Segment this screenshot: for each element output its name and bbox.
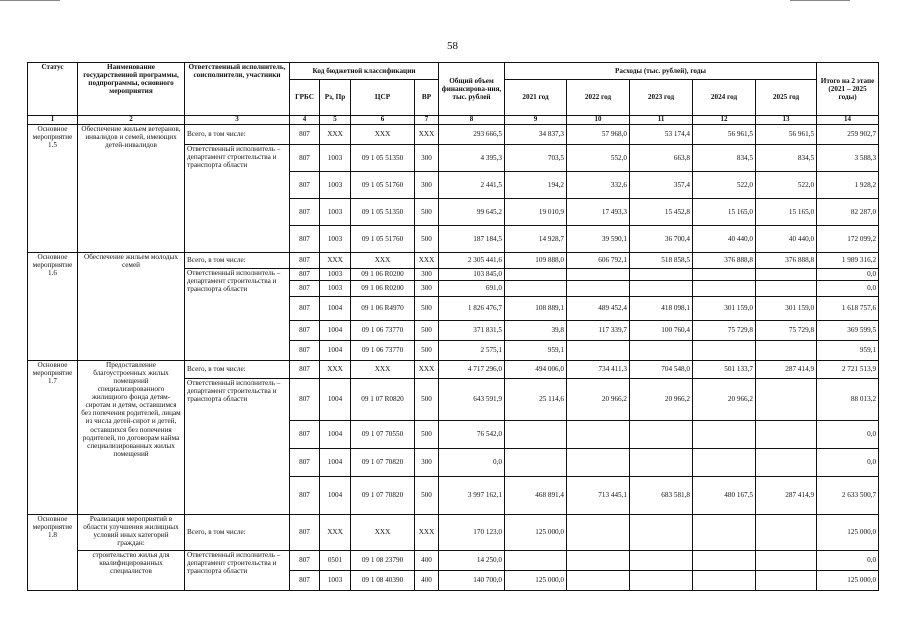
cell-total: 3 997 162,1	[439, 477, 505, 515]
cell-rzpr: XXX	[320, 125, 351, 145]
cell-stage: 2 721 513,9	[817, 361, 879, 379]
cell-y2022: 734 411,3	[567, 361, 630, 379]
cell-y2025	[756, 379, 817, 421]
cell-stage: 125 000,0	[817, 571, 879, 591]
cell-csr: 09 1 07 70820	[351, 449, 415, 477]
cell-rzpr: XXX	[320, 361, 351, 379]
header-budget-code: Код бюджетной классификации	[290, 63, 439, 80]
cell-total: 371 831,5	[439, 321, 505, 341]
cell-rzpr: 1004	[320, 421, 351, 449]
cell-grbs: 807	[290, 341, 320, 361]
row-status: Основное мероприятие 1.5	[28, 125, 78, 253]
cell-y2021: 194,2	[505, 172, 567, 199]
cell-csr: XXX	[351, 361, 415, 379]
cell-csr: 09 1 06 73770	[351, 341, 415, 361]
cell-csr: 09 1 05 51760	[351, 172, 415, 199]
cell-grbs: 807	[290, 125, 320, 145]
cell-y2021	[505, 269, 567, 281]
cell-grbs: 807	[290, 379, 320, 421]
row-name: Обеспечение жильем ветеранов, инвалидов и семей, имеющих детей-инвалидов	[78, 125, 185, 253]
cell-rzpr: 1004	[320, 449, 351, 477]
header-2021: 2021 год	[505, 80, 567, 116]
col-number: 5	[320, 116, 351, 125]
cell-y2025: 834,5	[756, 145, 817, 172]
row-status: Основное мероприятие 1.6	[28, 253, 78, 361]
cell-total: 0,0	[439, 449, 505, 477]
cell-y2025	[756, 269, 817, 281]
cell-grbs: 807	[290, 477, 320, 515]
cell-grbs: 807	[290, 145, 320, 172]
cell-vr: 500	[415, 341, 439, 361]
cell-y2025: 287 414,9	[756, 361, 817, 379]
cell-y2022: 39 590,1	[567, 226, 630, 253]
cell-csr: 09 1 06 R0200	[351, 281, 415, 297]
cell-vr: 400	[415, 571, 439, 591]
scan-edge-line-left	[0, 0, 60, 1]
cell-y2024: 522,0	[693, 172, 756, 199]
cell-vr: XXX	[415, 253, 439, 269]
cell-y2024: 501 133,7	[693, 361, 756, 379]
header-executor: Ответственный исполнитель, соисполнители, участники	[185, 63, 290, 116]
cell-y2025: 75 729,8	[756, 321, 817, 341]
cell-y2021: 494 006,0	[505, 361, 567, 379]
cell-y2023: 53 174,4	[630, 125, 693, 145]
cell-vr: 500	[415, 477, 439, 515]
cell-vr: 300	[415, 449, 439, 477]
row-executor: Ответственный исполнитель – департамент строительства и транспорта области	[185, 379, 290, 515]
cell-csr: 09 1 06 R4970	[351, 297, 415, 321]
col-number: 14	[817, 116, 879, 125]
cell-vr: 500	[415, 199, 439, 226]
cell-y2022	[567, 269, 630, 281]
row-total-label: Всего, в том числе:	[185, 125, 290, 145]
row-name: Реализация мероприятий в области улучшения жилищных условий иных категорий граждан:	[78, 515, 185, 551]
cell-total: 643 591,9	[439, 379, 505, 421]
table-header	[28, 63, 879, 125]
col-number: 12	[693, 116, 756, 125]
cell-y2022: 57 968,0	[567, 125, 630, 145]
cell-csr: XXX	[351, 125, 415, 145]
cell-vr: XXX	[415, 361, 439, 379]
cell-grbs: 807	[290, 361, 320, 379]
cell-y2023	[630, 281, 693, 297]
row-executor: Ответственный исполнитель – департамент строительства и транспорта области	[185, 551, 290, 591]
cell-vr: XXX	[415, 515, 439, 551]
col-number: 7	[415, 116, 439, 125]
cell-stage: 82 287,0	[817, 199, 879, 226]
cell-y2021: 19 010,9	[505, 199, 567, 226]
cell-y2022	[567, 281, 630, 297]
row-executor: Ответственный исполнитель – департамент строительства и транспорта области	[185, 269, 290, 361]
cell-y2023: 518 858,5	[630, 253, 693, 269]
cell-y2021: 125 000,0	[505, 571, 567, 591]
cell-total: 2 575,1	[439, 341, 505, 361]
cell-y2022	[567, 571, 630, 591]
cell-stage: 88 013,2	[817, 379, 879, 421]
cell-y2025: 301 159,0	[756, 297, 817, 321]
cell-y2021	[505, 421, 567, 449]
row-total-label: Всего, в том числе:	[185, 515, 290, 551]
scan-edge-line-right	[790, 0, 850, 1]
cell-rzpr: 1003	[320, 199, 351, 226]
cell-y2025	[756, 515, 817, 551]
col-number: 6	[351, 116, 415, 125]
cell-csr: 09 1 06 73770	[351, 321, 415, 341]
cell-y2025: 522,0	[756, 172, 817, 199]
cell-vr: XXX	[415, 125, 439, 145]
cell-y2024	[693, 421, 756, 449]
cell-csr: 09 1 06 R0200	[351, 269, 415, 281]
cell-grbs: 807	[290, 515, 320, 551]
cell-y2023: 15 452,8	[630, 199, 693, 226]
cell-csr: 09 1 08 23790	[351, 551, 415, 571]
cell-y2025: 40 440,0	[756, 226, 817, 253]
cell-y2025: 287 414,9	[756, 477, 817, 515]
cell-vr: 500	[415, 297, 439, 321]
cell-stage: 1 928,2	[817, 172, 879, 199]
cell-y2024: 834,5	[693, 145, 756, 172]
cell-csr: 09 1 07 R0820	[351, 379, 415, 421]
cell-grbs: 807	[290, 269, 320, 281]
cell-y2022: 552,0	[567, 145, 630, 172]
cell-csr: 09 1 05 51350	[351, 199, 415, 226]
cell-y2023: 100 760,4	[630, 321, 693, 341]
cell-y2022: 20 966,2	[567, 379, 630, 421]
cell-y2022	[567, 421, 630, 449]
cell-csr: 09 1 05 51350	[351, 145, 415, 172]
cell-csr: 09 1 07 70820	[351, 477, 415, 515]
cell-stage: 259 902,7	[817, 125, 879, 145]
cell-vr: 500	[415, 379, 439, 421]
cell-y2025	[756, 341, 817, 361]
table-row	[28, 551, 879, 571]
cell-y2025: 15 165,0	[756, 199, 817, 226]
cell-y2023	[630, 551, 693, 571]
cell-stage: 1 618 757,6	[817, 297, 879, 321]
cell-y2023	[630, 421, 693, 449]
cell-y2023	[630, 515, 693, 551]
cell-rzpr: XXX	[320, 253, 351, 269]
col-number: 3	[185, 116, 290, 125]
col-number: 9	[505, 116, 567, 125]
header-csr: ЦСР	[351, 80, 415, 116]
row-status: Основное мероприятие 1.7	[28, 361, 78, 515]
cell-y2024	[693, 551, 756, 571]
cell-grbs: 807	[290, 297, 320, 321]
cell-rzpr: 1003	[320, 145, 351, 172]
row-executor: Ответственный исполнитель – департамент строительства и транспорта области	[185, 145, 290, 253]
cell-grbs: 807	[290, 199, 320, 226]
col-number: 8	[439, 116, 505, 125]
cell-y2023: 36 700,4	[630, 226, 693, 253]
cell-y2025	[756, 571, 817, 591]
cell-stage: 1 989 316,2	[817, 253, 879, 269]
cell-y2021	[505, 281, 567, 297]
cell-rzpr: 1003	[320, 571, 351, 591]
header-2022: 2022 год	[567, 80, 630, 116]
cell-y2025: 376 888,8	[756, 253, 817, 269]
cell-rzpr: 1003	[320, 269, 351, 281]
cell-y2023	[630, 341, 693, 361]
cell-y2022: 713 445,1	[567, 477, 630, 515]
cell-y2021: 39,8	[505, 321, 567, 341]
cell-grbs: 807	[290, 571, 320, 591]
cell-total: 1 826 476,7	[439, 297, 505, 321]
cell-total: 170 123,0	[439, 515, 505, 551]
cell-vr: 300	[415, 172, 439, 199]
cell-total: 2 305 441,6	[439, 253, 505, 269]
cell-y2025: 56 961,5	[756, 125, 817, 145]
cell-stage: 959,1	[817, 341, 879, 361]
cell-total: 99 645,2	[439, 199, 505, 226]
cell-total: 691,0	[439, 281, 505, 297]
cell-y2025	[756, 281, 817, 297]
cell-y2024: 15 165,0	[693, 199, 756, 226]
cell-y2022: 606 792,1	[567, 253, 630, 269]
cell-y2024	[693, 341, 756, 361]
header-name: Наименование государственной программы, подпрограммы, основного мероприятия	[78, 63, 185, 116]
cell-y2024: 56 961,5	[693, 125, 756, 145]
cell-total: 187 184,5	[439, 226, 505, 253]
cell-grbs: 807	[290, 321, 320, 341]
cell-csr: 09 1 08 40390	[351, 571, 415, 591]
cell-stage: 172 099,2	[817, 226, 879, 253]
row-name: Обеспечение жильем молодых семей	[78, 253, 185, 361]
row-total-label: Всего, в том числе:	[185, 361, 290, 379]
header-2023: 2023 год	[630, 80, 693, 116]
col-number: 2	[78, 116, 185, 125]
cell-stage: 0,0	[817, 281, 879, 297]
header-2024: 2024 год	[693, 80, 756, 116]
cell-y2021: 108 889,1	[505, 297, 567, 321]
cell-y2023: 704 548,0	[630, 361, 693, 379]
header-rzpr: Рз, Пр	[320, 80, 351, 116]
header-2025: 2025 год	[756, 80, 817, 116]
table-row	[28, 515, 879, 551]
cell-y2025	[756, 421, 817, 449]
cell-y2025	[756, 551, 817, 571]
cell-y2021: 959,1	[505, 341, 567, 361]
cell-y2021: 109 888,0	[505, 253, 567, 269]
cell-y2021: 703,5	[505, 145, 567, 172]
cell-rzpr: XXX	[320, 515, 351, 551]
cell-grbs: 807	[290, 551, 320, 571]
cell-stage: 3 588,3	[817, 145, 879, 172]
cell-grbs: 807	[290, 421, 320, 449]
cell-total: 103 845,0	[439, 269, 505, 281]
column-number-row	[28, 116, 879, 125]
cell-y2022	[567, 341, 630, 361]
cell-y2021	[505, 449, 567, 477]
cell-grbs: 807	[290, 449, 320, 477]
cell-y2025	[756, 449, 817, 477]
cell-y2023: 663,8	[630, 145, 693, 172]
col-number: 11	[630, 116, 693, 125]
cell-csr: XXX	[351, 253, 415, 269]
cell-y2023: 357,4	[630, 172, 693, 199]
cell-rzpr: 1004	[320, 321, 351, 341]
cell-y2022: 332,6	[567, 172, 630, 199]
cell-vr: 300	[415, 145, 439, 172]
cell-y2023	[630, 269, 693, 281]
cell-y2022	[567, 515, 630, 551]
cell-total: 293 666,5	[439, 125, 505, 145]
table-row	[28, 125, 879, 145]
cell-y2024: 20 966,2	[693, 379, 756, 421]
cell-y2021	[505, 551, 567, 571]
cell-grbs: 807	[290, 226, 320, 253]
cell-y2024: 301 159,0	[693, 297, 756, 321]
cell-stage: 2 633 500,7	[817, 477, 879, 515]
cell-stage: 369 599,5	[817, 321, 879, 341]
cell-y2024	[693, 449, 756, 477]
cell-y2021: 25 114,6	[505, 379, 567, 421]
cell-y2021: 468 891,4	[505, 477, 567, 515]
cell-y2023: 683 581,8	[630, 477, 693, 515]
cell-rzpr: 0501	[320, 551, 351, 571]
cell-total: 4 395,3	[439, 145, 505, 172]
header-grbs: ГРБС	[290, 80, 320, 116]
cell-vr: 400	[415, 551, 439, 571]
cell-rzpr: 1004	[320, 341, 351, 361]
header-status: Статус	[28, 63, 78, 116]
cell-stage: 0,0	[817, 269, 879, 281]
cell-y2023: 418 098,1	[630, 297, 693, 321]
cell-vr: 500	[415, 321, 439, 341]
cell-y2022	[567, 449, 630, 477]
cell-y2024: 40 440,0	[693, 226, 756, 253]
cell-y2024: 75 729,8	[693, 321, 756, 341]
cell-stage: 0,0	[817, 421, 879, 449]
cell-stage: 0,0	[817, 449, 879, 477]
cell-y2023	[630, 571, 693, 591]
cell-csr: 09 1 07 70550	[351, 421, 415, 449]
cell-y2021: 34 837,3	[505, 125, 567, 145]
cell-csr: XXX	[351, 515, 415, 551]
table-body	[28, 125, 879, 591]
table-row	[28, 253, 879, 269]
cell-csr: 09 1 05 51760	[351, 226, 415, 253]
page-number: 58	[447, 40, 458, 52]
row-name: Предоставление благоустроенных жилых помещений специализированного жилищного фонда детям-сиротам и детям, оставшимся без попечения родителей, лицам из числа детей-сирот и детей, оставшихся без попечения родителей, по договорам найма специализированных жилых помещений	[78, 361, 185, 515]
header-stage-total: Итого на 2 этапе (2021 – 2025 годы)	[817, 63, 879, 116]
row-status: Основное мероприятие 1.8	[28, 515, 78, 591]
cell-y2021: 125 000,0	[505, 515, 567, 551]
cell-y2021: 14 928,7	[505, 226, 567, 253]
col-number: 4	[290, 116, 320, 125]
cell-grbs: 807	[290, 281, 320, 297]
cell-total: 140 700,0	[439, 571, 505, 591]
cell-total: 14 250,0	[439, 551, 505, 571]
cell-y2024	[693, 571, 756, 591]
cell-rzpr: 1003	[320, 281, 351, 297]
cell-vr: 300	[415, 281, 439, 297]
table-row	[28, 361, 879, 379]
cell-total: 76 542,0	[439, 421, 505, 449]
header-expenses: Расходы (тыс. рублей), годы	[505, 63, 817, 80]
cell-y2024	[693, 281, 756, 297]
cell-total: 4 717 296,0	[439, 361, 505, 379]
cell-grbs: 807	[290, 253, 320, 269]
cell-y2022	[567, 551, 630, 571]
cell-y2024: 480 167,5	[693, 477, 756, 515]
cell-y2024	[693, 515, 756, 551]
cell-total: 2 441,5	[439, 172, 505, 199]
cell-rzpr: 1004	[320, 379, 351, 421]
cell-rzpr: 1003	[320, 172, 351, 199]
cell-y2024: 376 888,8	[693, 253, 756, 269]
cell-stage: 0,0	[817, 551, 879, 571]
cell-vr: 500	[415, 226, 439, 253]
col-number: 10	[567, 116, 630, 125]
cell-y2023: 20 966,2	[630, 379, 693, 421]
row-total-label: Всего, в том числе:	[185, 253, 290, 269]
budget-table	[27, 62, 879, 591]
cell-rzpr: 1004	[320, 477, 351, 515]
cell-rzpr: 1003	[320, 226, 351, 253]
cell-y2023	[630, 449, 693, 477]
col-number: 1	[28, 116, 78, 125]
cell-rzpr: 1004	[320, 297, 351, 321]
cell-vr: 300	[415, 269, 439, 281]
cell-y2024	[693, 269, 756, 281]
row-sub-name: строительство жилья для квалифицированных специалистов	[78, 551, 185, 591]
cell-vr: 500	[415, 421, 439, 449]
header-total-volume: Общий объем финансирова-ния, тыс. рублей	[439, 63, 505, 116]
header-vr: ВР	[415, 80, 439, 116]
col-number: 13	[756, 116, 817, 125]
cell-y2022: 117 339,7	[567, 321, 630, 341]
cell-stage: 125 000,0	[817, 515, 879, 551]
cell-y2022: 489 452,4	[567, 297, 630, 321]
cell-grbs: 807	[290, 172, 320, 199]
cell-y2022: 17 493,3	[567, 199, 630, 226]
